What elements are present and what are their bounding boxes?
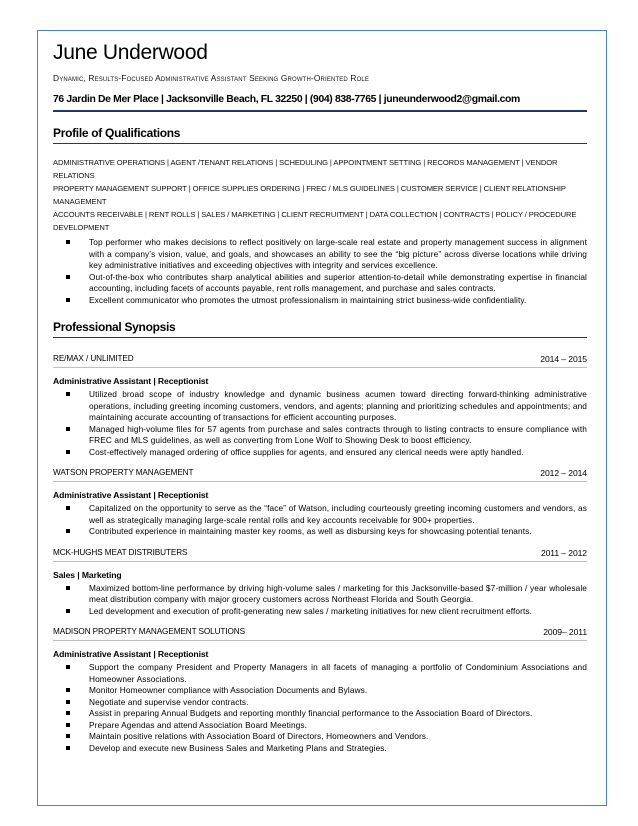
job-header	[53, 548, 587, 562]
bullet-item: Out-of-the-box who contributes sharp analytical abilities and superior attention-to-detail while demonstrating expertise in financial accounting, including facets of accounts payable, rent rolls management, and purchase and sales contracts.	[53, 272, 587, 295]
bullet-item: Support the company President and Property Managers in all facets of managing a portfolio of Condominium Associations and Homeowner Associations.	[53, 662, 587, 685]
resume-content	[53, 39, 587, 754]
bullet-item: Monitor Homeowner compliance with Association Documents and Bylaws.	[53, 685, 587, 697]
bullet-item: Utilized broad scope of industry knowledge and dynamic business acumen toward directing forward-thinking administrative operations, including greeting incoming customers, vendors, and agents; planning and prioritizing schedules and appointments; and maintaining accurate accounting of transactions for efficient accounting purposes.	[53, 389, 587, 424]
job-dates: 2014 – 2015	[540, 354, 587, 364]
bullet-item: Negotiate and supervise vendor contracts.	[53, 697, 587, 709]
bullet-item: Capitalized on the opportunity to serve as the “face” of Watson, including courteously greeting incoming customers and vendors, as well as strategically managing large-scale rental rolls and key accounts receivable for 900+ properties.	[53, 503, 587, 526]
job-role: Administrative Assistant | Receptionist	[53, 490, 209, 500]
company-name: RE/MAX / UNLIMITED	[53, 354, 134, 363]
bullet-item: Top performer who makes decisions to reflect positively on large-scale real estate and property management success in alignment with a company’s vision, value, and goals, and showcases an ability to see the “big picture” across diverse locations while driving key administrative initiatives and exceeding objectives with integrity and services excellence.	[53, 237, 587, 272]
contact-line: 76 Jardin De Mer Place | Jacksonville Beach, FL 32250 | (904) 838-7765 | juneunderwood2@gmail.com	[53, 94, 587, 112]
skills-line: PROPERTY MANAGEMENT SUPPORT | OFFICE SUPPLIES ORDERING | FREC / MLS GUIDELINES | CUSTOMER SERVICE | CLIENT RELATIONSHIP MANAGEMENT	[53, 184, 566, 206]
synopsis-heading: Professional Synopsis	[53, 320, 587, 338]
qualifications-heading: Profile of Qualifications	[53, 126, 587, 144]
skills-line: ACCOUNTS RECEIVABLE | RENT ROLLS | SALES / MARKETING | CLIENT RECRUITMENT | DATA COLLECTION | CONTRACTS | POLICY / PROCEDURE DEVELOPMENT	[53, 210, 577, 232]
bullet-item: Maintain positive relations with Association Board of Directors, Homeowners and Vendors.	[53, 731, 587, 743]
job-bullets	[53, 583, 587, 618]
job-header	[53, 468, 587, 482]
job-dates: 2012 – 2014	[540, 468, 587, 478]
bullet-item: Cost-effectively managed ordering of office supplies for agents, and ensured any clerical needs were aptly handled.	[53, 447, 587, 459]
job-role: Sales | Marketing	[53, 569, 122, 580]
skills-list	[53, 156, 587, 234]
bullet-item: Managed high-volume files for 57 agents from purchase and sales contracts through to listing contracts to ensure compliance with FREC and MLS guidelines, as well as converting from Lone Wolf to Showing Desk to boost efficiency.	[53, 424, 587, 447]
job-bullets	[53, 503, 587, 538]
bullet-item: Contributed experience in maintaining master key rooms, as well as disbursing keys for showcasing potential tenants.	[53, 526, 587, 538]
bullet-item: Excellent communicator who promotes the utmost professionalism in maintaining strict business-wide confidentiality.	[53, 295, 587, 307]
qualifications-bullets	[53, 237, 587, 306]
job-header	[53, 354, 587, 368]
candidate-name: June Underwood	[53, 41, 208, 64]
bullet-item: Led development and execution of profit-generating new sales / marketing initiatives for new client recruitment efforts.	[53, 606, 587, 618]
bullet-item: Assist in preparing Annual Budgets and reporting monthly financial performance to the Association Board of Directors.	[53, 708, 587, 720]
tagline: Dynamic, Results-Focused Administrative Assistant Seeking Growth-Oriented Role	[53, 73, 370, 83]
company-name: WATSON PROPERTY MANAGEMENT	[53, 468, 194, 477]
job-dates: 2011 – 2012	[540, 547, 587, 558]
resume-page	[37, 30, 607, 806]
skills-line: ADMINISTRATIVE OPERATIONS | AGENT /TENANT RELATIONS | SCHEDULING | APPOINTMENT SETTING | RECORDS MANAGEMENT | VENDOR RELATIONS	[53, 158, 558, 180]
company-name: MCK-HUGHS MEAT DISTRIBUTERS	[53, 547, 188, 557]
job-header	[53, 627, 587, 641]
job-role: Administrative Assistant | Receptionist	[53, 649, 209, 659]
bullet-item: Maximized bottom-line performance by driving high-volume sales / marketing for this Jacksonville-based $7-million / year wholesale meat distribution company with major grocery customers across Northeast Florida and South Georgia.	[53, 583, 587, 606]
bullet-item: Develop and execute new Business Sales and Marketing Plans and Strategies.	[53, 743, 587, 755]
job-bullets	[53, 389, 587, 458]
company-name: MADISON PROPERTY MANAGEMENT SOLUTIONS	[53, 627, 245, 636]
bullet-item: Prepare Agendas and attend Association Board Meetings.	[53, 720, 587, 732]
job-bullets	[53, 662, 587, 754]
job-role: Administrative Assistant | Receptionist	[53, 376, 209, 386]
job-dates: 2009– 2011	[543, 627, 587, 637]
